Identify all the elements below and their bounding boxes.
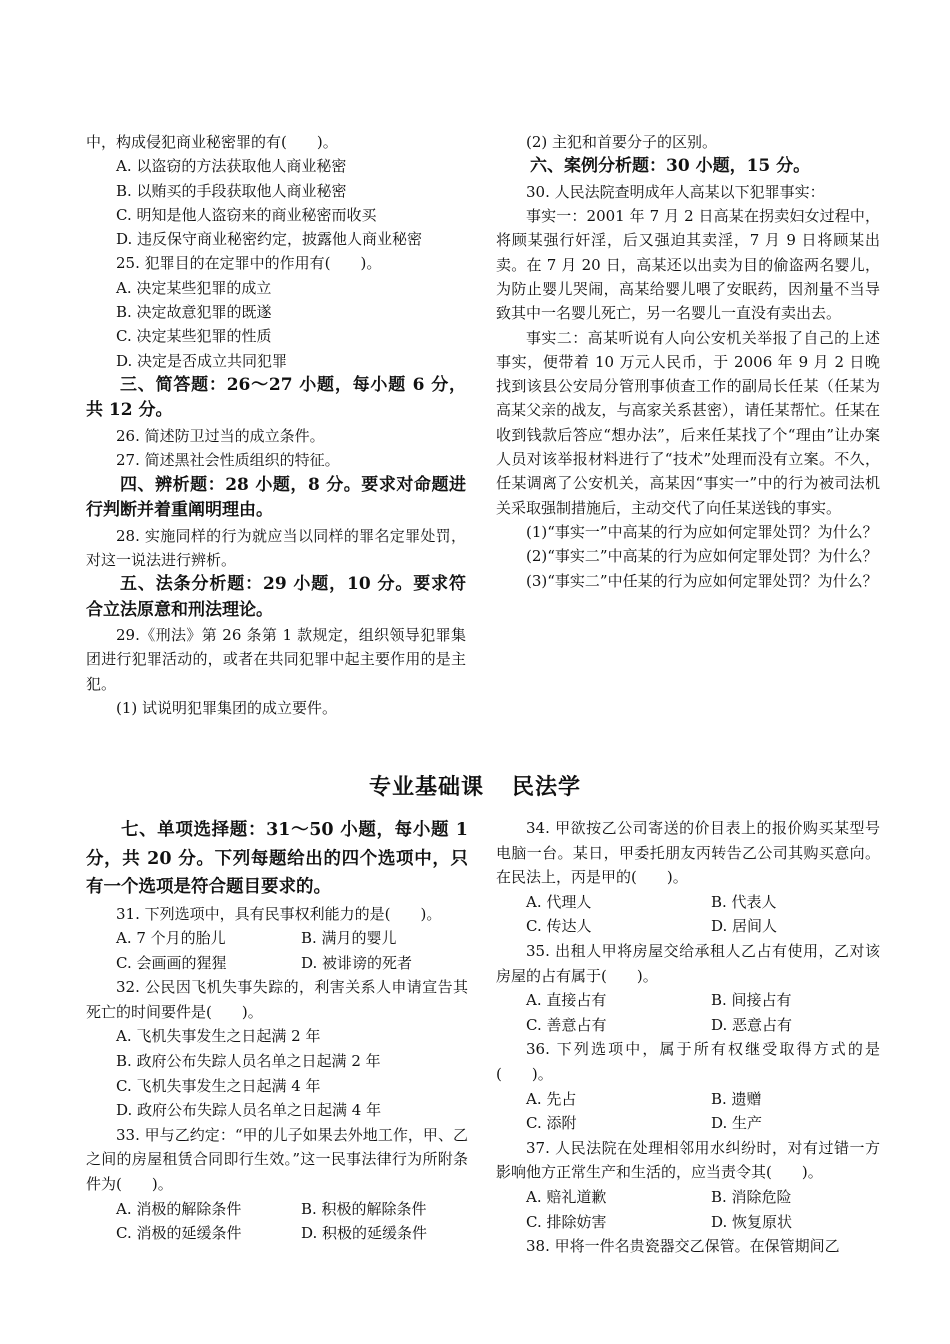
section-3-heading: 三、简答题：26～27 小题，每小题 6 分，共 12 分。 bbox=[86, 374, 466, 421]
question-31: 31. 下列选项中，具有民事权利能力的是( )。 bbox=[116, 904, 442, 923]
left-column-top bbox=[86, 130, 466, 720]
q32-option-c: C. 飞机失事发生之日起满 4 年 bbox=[116, 1076, 321, 1095]
question-35: 35. 出租人甲将房屋交给承租人乙占有使用，乙对该房屋的占有属于( )。 bbox=[496, 941, 880, 985]
fact-1: 事实一：2001 年 7 月 2 日高某在拐卖妇女过程中，将顾某强行奸淫，后又强迫其卖淫，7 月 9 日将顾某出卖。在 7 月 20 日，高某还以出卖为目的偷盗两名婴儿，为防止婴儿哭闹，高某给婴儿喂了安眠药，因剂量不当导致其中一名婴儿死亡，另一名婴儿一直没有卖出去。 bbox=[496, 207, 880, 323]
q29-sub-2: (2) 主犯和首要分子的区别。 bbox=[526, 133, 718, 151]
q33-option-a: A. 消极的解除条件 bbox=[116, 1199, 242, 1218]
q29-sub-1: (1) 试说明犯罪集团的成立要件。 bbox=[116, 699, 338, 718]
course-name: 专业基础课 bbox=[368, 775, 484, 800]
q25-option-b: B. 决定故意犯罪的既遂 bbox=[116, 303, 272, 322]
q35-option-d: D. 恶意占有 bbox=[711, 1015, 793, 1034]
q34-options-row-2 bbox=[496, 914, 880, 939]
q33-options-row-2 bbox=[86, 1221, 468, 1246]
question-27: 27. 简述黑社会性质组织的特征。 bbox=[116, 451, 340, 470]
fact-2: 事实二：高某听说有人向公安机关举报了自己的上述事实，便带着 10 万元人民币，于 2006 年 9 月 2 日晚找到该县公安局分管刑事侦查工作的副局长任某（任某为高某父亲的战友，与高家关系甚密），请任某帮忙。任某在收到钱款后答应“想办法”，后来任某找了个“理由”让办案人员对该举报材料进行了“技术”处理而没有立案。不久，任某调离了公安机关，高某因“事实一”中的行为被司法机关采取强制措施后，主动交代了向任某送钱的事实。 bbox=[496, 328, 880, 517]
q31-option-d: D. 被诽谤的死者 bbox=[301, 953, 413, 972]
q24-option-b: B. 以贿买的手段获取他人商业秘密 bbox=[116, 181, 347, 200]
q33-options-row-1 bbox=[86, 1197, 468, 1222]
question-26: 26. 简述防卫过当的成立条件。 bbox=[116, 426, 325, 445]
q30-sub-1: (1)“事实一”中高某的行为应如何定罪处罚？为什么？ bbox=[526, 522, 878, 541]
q35-option-b: B. 间接占有 bbox=[711, 991, 792, 1010]
q37-options-row-2 bbox=[496, 1210, 880, 1235]
q31-option-b: B. 满月的婴儿 bbox=[301, 929, 397, 948]
question-32: 32. 公民因飞机失事失踪的，利害关系人申请宣告其死亡的时间要件是( )。 bbox=[86, 978, 468, 1021]
q35-option-c: C. 善意占有 bbox=[526, 1015, 607, 1034]
q35-options-row-2 bbox=[496, 1013, 880, 1038]
q31-options-row-2 bbox=[86, 951, 468, 976]
section-5-heading: 五、法条分析题：29 小题，10 分。要求符合立法原意和刑法理论。 bbox=[86, 574, 466, 620]
q34-option-b: B. 代表人 bbox=[711, 892, 777, 911]
q33-option-c: C. 消极的延缓条件 bbox=[116, 1224, 242, 1243]
section-6-heading: 六、案例分析题：30 小题，15 分。 bbox=[530, 156, 811, 177]
q32-option-d: D. 政府公布失踪人员名单之日起满 4 年 bbox=[116, 1101, 382, 1120]
section-7-heading: 七、单项选择题：31～50 小题，每小题 1 分，共 20 分。下列每题给出的四个选项中，只有一个选项是符合题目要求的。 bbox=[86, 820, 468, 897]
q37-option-c: C. 排除妨害 bbox=[526, 1212, 607, 1231]
q37-options-row-1 bbox=[496, 1185, 880, 1210]
course-title bbox=[0, 770, 950, 801]
q36-option-c: C. 添附 bbox=[526, 1114, 577, 1133]
q30-sub-2: (2)“事实二”中高某的行为应如何定罪处罚？为什么？ bbox=[526, 547, 878, 566]
q34-option-c: C. 传达人 bbox=[526, 917, 592, 936]
q36-options-row-2 bbox=[496, 1111, 880, 1136]
question-28: 28. 实施同样的行为就应当以同样的罪名定罪处罚，对这一说法进行辨析。 bbox=[86, 526, 466, 569]
q30-sub-3: (3)“事实二”中任某的行为应如何定罪处罚？为什么？ bbox=[526, 571, 878, 590]
question-30: 30. 人民法院查明成年人高某以下犯罪事实： bbox=[526, 182, 825, 201]
section-4-heading: 四、辨析题：28 小题，8 分。要求对命题进行判断并着重阐明理由。 bbox=[86, 474, 466, 521]
q31-option-a: A. 7 个月的胎儿 bbox=[116, 929, 226, 948]
question-38: 38. 甲将一件名贵瓷器交乙保管。在保管期间乙 bbox=[526, 1237, 840, 1256]
q36-options-row-1 bbox=[496, 1087, 880, 1112]
q25-option-c: C. 决定某些犯罪的性质 bbox=[116, 327, 272, 346]
q25-option-a: A. 决定某些犯罪的成立 bbox=[116, 278, 272, 297]
q36-option-b: B. 遗赠 bbox=[711, 1089, 762, 1108]
q33-option-d: D. 积极的延缓条件 bbox=[301, 1224, 428, 1243]
q32-option-a: A. 飞机失事发生之日起满 2 年 bbox=[116, 1027, 321, 1046]
left-column-bottom bbox=[86, 816, 468, 1246]
subject-name: 民法学 bbox=[512, 775, 582, 800]
q25-option-d: D. 决定是否成立共同犯罪 bbox=[116, 351, 288, 370]
q24-option-d: D. 违反保守商业秘密约定，披露他人商业秘密 bbox=[116, 230, 423, 249]
question-25: 25. 犯罪目的在定罪中的作用有( )。 bbox=[116, 254, 382, 273]
question-29: 29.《刑法》第 26 条第 1 款规定，组织领导犯罪集团进行犯罪活动的，或者在共同犯罪中起主要作用的是主犯。 bbox=[86, 626, 466, 693]
q35-options-row-1 bbox=[496, 988, 880, 1013]
right-column-top bbox=[496, 130, 880, 593]
q34-options-row-1 bbox=[496, 890, 880, 915]
q33-option-b: B. 积极的解除条件 bbox=[301, 1199, 427, 1218]
q31-options-row-1 bbox=[86, 926, 468, 951]
q37-option-d: D. 恢复原状 bbox=[711, 1212, 793, 1231]
question-37: 37. 人民法院在处理相邻用水纠纷时，对有过错一方影响他方正常生产和生活的，应当责令其( )。 bbox=[496, 1138, 880, 1182]
question-34: 34. 甲欲按乙公司寄送的价目表上的报价购买某型号电脑一台。某日，甲委托朋友丙转告乙公司其购买意向。在民法上，丙是甲的( )。 bbox=[496, 819, 880, 887]
q36-option-a: A. 先占 bbox=[526, 1089, 577, 1108]
right-column-bottom bbox=[496, 816, 880, 1259]
q36-option-d: D. 生产 bbox=[711, 1114, 763, 1133]
q37-option-a: A. 赔礼道歉 bbox=[526, 1187, 607, 1206]
q37-option-b: B. 消除危险 bbox=[711, 1187, 792, 1206]
q31-option-c: C. 会画画的猩猩 bbox=[116, 953, 227, 972]
q24-option-a: A. 以盗窃的方法获取他人商业秘密 bbox=[116, 157, 347, 176]
question-36: 36. 下列选项中，属于所有权继受取得方式的是( )。 bbox=[496, 1040, 880, 1083]
q32-option-b: B. 政府公布失踪人员名单之日起满 2 年 bbox=[116, 1052, 381, 1071]
q34-option-d: D. 居间人 bbox=[711, 917, 778, 936]
q35-option-a: A. 直接占有 bbox=[526, 991, 607, 1010]
q24-option-c: C. 明知是他人盗窃来的商业秘密而收买 bbox=[116, 205, 377, 224]
question-33: 33. 甲与乙约定：“甲的儿子如果去外地工作，甲、乙之间的房屋租赁合同即行生效。”这一民事法律行为所附条件为( )。 bbox=[86, 1125, 468, 1194]
q24-continuation: 中，构成侵犯商业秘密罪的有( )。 bbox=[86, 133, 338, 151]
q34-option-a: A. 代理人 bbox=[526, 892, 592, 911]
